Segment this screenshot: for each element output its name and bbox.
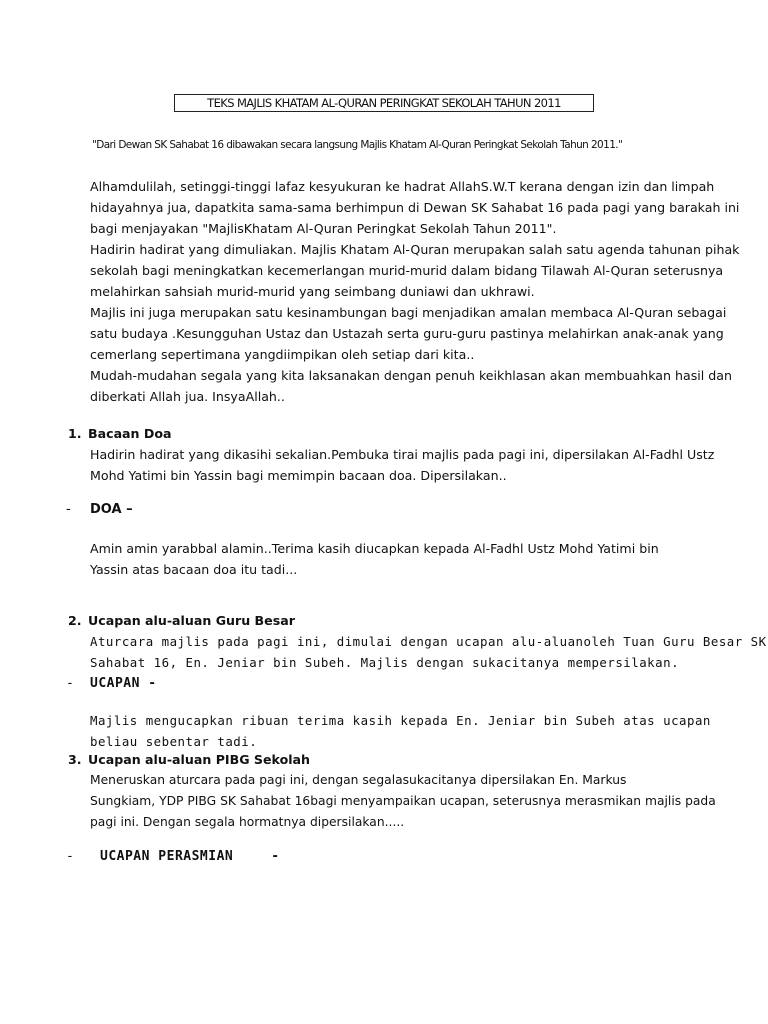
ucapan-label-text: UCAPAN - [90, 676, 157, 691]
dash-marker: - [66, 849, 75, 864]
dash-marker: - [66, 502, 71, 517]
ucapan-label [66, 676, 157, 691]
section-number: 1. [68, 426, 82, 441]
section-3-paragraph [90, 770, 716, 833]
doa-label-text: DOA – [90, 502, 133, 517]
intro-paragraph [90, 176, 740, 407]
section-1-closing-line: Amin amin yarabbal alamin..Terima kasih diucapkan kepada Al-Fadhl Ustz Mohd Yatimi bin [90, 541, 659, 556]
section-heading-text: Bacaan Doa [88, 426, 172, 441]
section-heading-text: Ucapan alu-aluan PIBG Sekolah [88, 752, 311, 767]
section-2-closing-line: beliau sebentar tadi. [90, 734, 258, 749]
intro-line: cemerlang sepertimana yangdiimpikan oleh setiap dari kita.. [90, 347, 475, 362]
intro-line: Mudah-mudahan segala yang kita laksanakan dengan penuh keikhlasan akan membuahkan hasil dan [90, 368, 732, 383]
intro-line: Hadirin hadirat yang dimuliakan. Majlis Khatam Al-Quran merupakan salah satu agenda tahunan pihak [90, 242, 740, 257]
section-heading-bacaan-doa [68, 426, 172, 441]
intro-line: hidayahnya jua, dapatkita sama-sama berhimpun di Dewan SK Sahabat 16 pada pagi yang barakah ini [90, 200, 740, 215]
intro-line: diberkati Allah jua. InsyaAllah.. [90, 389, 285, 404]
document-title: TEKS MAJLIS KHATAM AL-QURAN PERINGKAT SEKOLAH TAHUN 2011 [174, 94, 594, 112]
ucapan-perasmian-label [66, 849, 280, 864]
section-heading-text: Ucapan alu-aluan Guru Besar [88, 613, 295, 628]
section-number: 3. [68, 752, 82, 767]
section-2-line: Sahabat 16, En. Jeniar bin Subeh. Majlis dengan sukacitanya mempersilakan. [90, 655, 680, 670]
section-2-closing [90, 710, 711, 752]
section-1-paragraph [90, 444, 715, 486]
section-1-line: Hadirin hadirat yang dikasihi sekalian.Pembuka tirai majlis pada pagi ini, dipersilakan Al-Fadhl Ustz [90, 447, 715, 462]
ucapan-perasmian-text: UCAPAN PERASMIAN [100, 849, 234, 864]
section-heading-ucapan-pibg [68, 752, 310, 767]
section-number: 2. [68, 613, 82, 628]
section-3-line: pagi ini. Dengan segala hormatnya dipersilakan..... [90, 815, 405, 829]
section-2-line: Aturcara majlis pada pagi ini, dimulai dengan ucapan alu-aluanoleh Tuan Guru Besar SK [90, 634, 767, 649]
section-3-line: Sungkiam, YDP PIBG SK Sahabat 16bagi menyampaikan ucapan, seterusnya merasmikan majlis pada [90, 794, 716, 808]
intro-line: Alhamdulilah, setinggi-tinggi lafaz kesyukuran ke hadrat AllahS.W.T kerana dengan izin dan limpah [90, 179, 715, 194]
section-1-line: Mohd Yatimi bin Yassin bagi memimpin bacaan doa. Dipersilakan.. [90, 468, 507, 483]
intro-line: sekolah bagi meningkatkan kecemerlangan murid-murid dalam bidang Tilawah Al-Quran seterusnya [90, 263, 724, 278]
section-3-line: Meneruskan aturcara pada pagi ini, dengan segalasukacitanya dipersilakan En. Markus [90, 773, 627, 787]
document-subtitle: "Dari Dewan SK Sahabat 16 dibawakan secara langsung Majlis Khatam Al-Quran Peringkat Sekolah Tahun 2011." [92, 139, 623, 151]
section-1-closing-line: Yassin atas bacaan doa itu tadi... [90, 562, 298, 577]
intro-line: bagi menjayakan "MajlisKhatam Al-Quran Peringkat Sekolah Tahun 2011". [90, 221, 557, 236]
intro-line: satu budaya .Kesungguhan Ustaz dan Ustazah serta guru-guru pastinya melahirkan anak-anak yang [90, 326, 724, 341]
section-1-closing [90, 538, 690, 580]
section-2-closing-line: Majlis mengucapkan ribuan terima kasih kepada En. Jeniar bin Subeh atas ucapan [90, 713, 711, 728]
section-2-paragraph [90, 631, 767, 673]
intro-line: Majlis ini juga merupakan satu kesinambungan bagi menjadikan amalan membaca Al-Quran sebagai [90, 305, 727, 320]
doa-label [66, 502, 133, 517]
dash-marker: - [66, 676, 75, 691]
dash-marker-end: - [271, 849, 280, 864]
section-heading-ucapan-guru-besar [68, 613, 295, 628]
intro-line: melahirkan sahsiah murid-murid yang seimbang duniawi dan ukhrawi. [90, 284, 535, 299]
